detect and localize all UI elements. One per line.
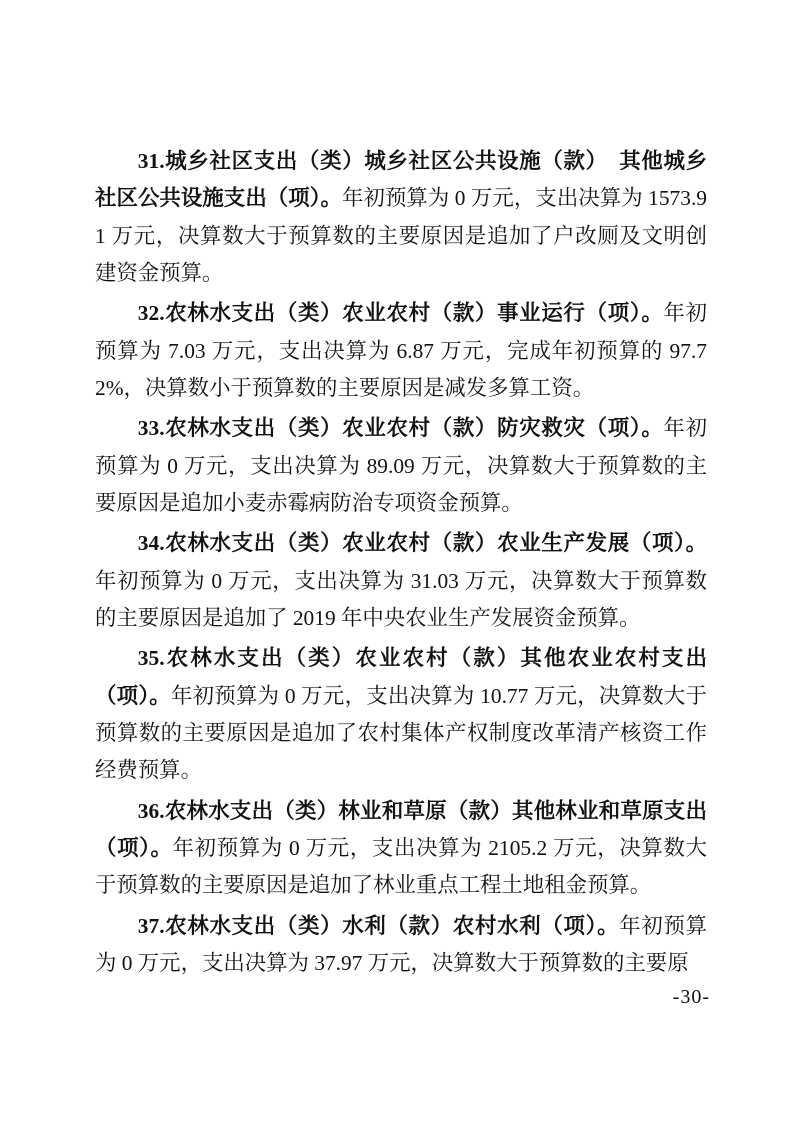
paragraph-item-35 (95, 640, 707, 789)
paragraph-item-37 (95, 908, 707, 983)
paragraph-body: 年初预算为 0 万元，支出决算为 31.03 万元，决算数大于预算数的主要原因是追加了 2019 年中央农业生产发展资金预算。 (95, 568, 707, 630)
paragraph-body: 年初预算为 0 万元，支出决算为 37.97 万元，决算数大于预算数的主要原 (95, 913, 707, 975)
paragraph-heading: 37.农林水支出（类）水利（款）农村水利（项）。 (137, 913, 620, 938)
paragraph-item-33 (95, 410, 707, 522)
paragraph-item-32 (95, 295, 707, 407)
paragraph-item-36 (95, 793, 707, 905)
paragraph-heading: 32.农林水支出（类）农业农村（款）事业运行（项）。 (137, 301, 664, 326)
paragraph-body: 年初预算为 7.03 万元，支出决算为 6.87 万元，完成年初预算的 97.72%，决算数小于预算数的主要原因是减发多算工资。 (95, 301, 707, 400)
paragraph-heading: 36.农林水支出（类）林业和草原（款）其他林业和草原支出（项）。 (95, 798, 707, 860)
paragraph-body: 年初预算为 0 万元，支出决算为 2105.2 万元，决算数大于预算数的主要原因是追加了林业重点工程土地租金预算。 (95, 835, 707, 898)
page-number: -30- (672, 986, 710, 1008)
paragraph-heading: 34.农林水支出（类）农业农村（款）农业生产发展（项）。 (137, 531, 707, 556)
paragraph-item-31 (95, 143, 707, 292)
paragraph-heading: 33.农林水支出（类）农业农村（款）防灾救灾（项）。 (137, 416, 664, 441)
paragraph-body: 年初预算为 0 万元，支出决算为 1573.91 万元，决算数大于预算数的主要原因是追加了户改厕及文明创建资金预算。 (95, 186, 707, 285)
paragraph-heading: 35.农林水支出（类）农业农村（款）其他农业农村支出（项）。 (95, 646, 707, 708)
paragraph-heading: 31.城乡社区支出（类）城乡社区公共设施（款） 其他城乡社区公共设施支出（项）。 (95, 149, 707, 211)
paragraph-body: 年初预算为 0 万元，支出决算为 10.77 万元，决算数大于预算数的主要原因是追加了农村集体产权制度改革清产核资工作经费预算。 (95, 683, 707, 783)
paragraph-body: 年初预算为 0 万元，支出决算为 89.09 万元，决算数大于预算数的主要原因是追加小麦赤霉病防治专项资金预算。 (95, 416, 707, 515)
paragraph-item-34 (95, 525, 707, 637)
document-body-text (95, 140, 707, 982)
